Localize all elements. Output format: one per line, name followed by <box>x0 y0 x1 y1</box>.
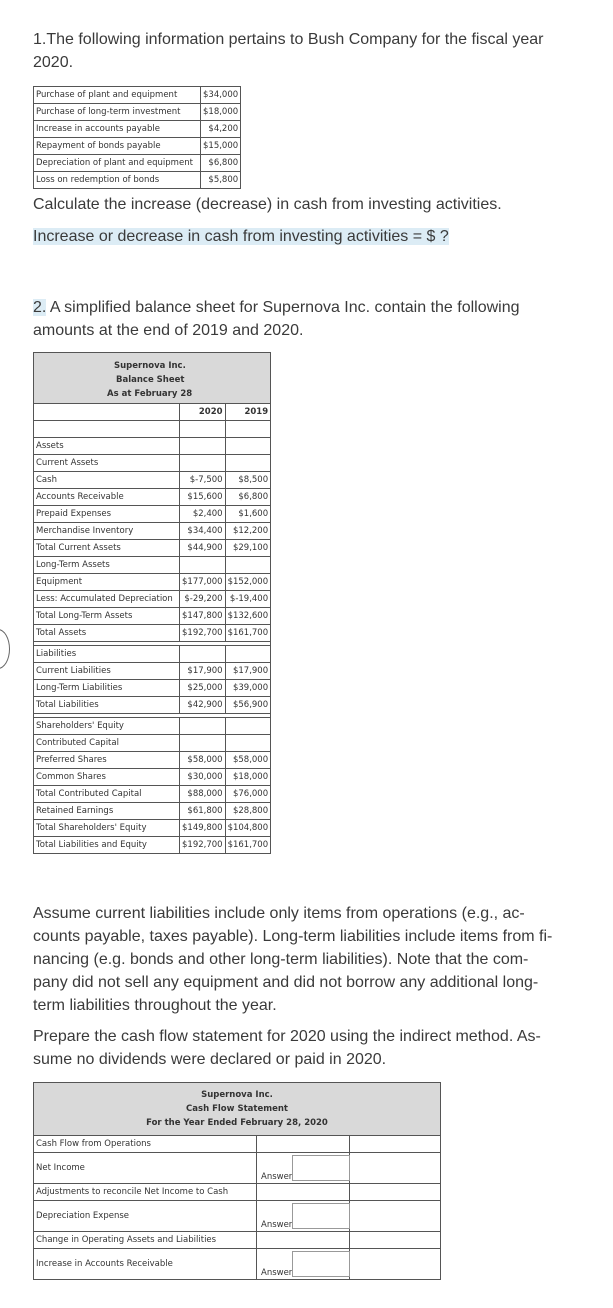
q1-row-value: $18,000 <box>201 104 241 121</box>
bs-row-2020: $25,000 <box>180 680 226 697</box>
cf-row <box>34 1201 441 1232</box>
q1-row-label: Loss on redemption of bonds <box>34 172 201 189</box>
bs-row <box>34 557 271 574</box>
q1-instruction: Calculate the increase (decrease) in cash from investing activities. <box>33 196 502 213</box>
bs-row-2020 <box>180 438 226 455</box>
bs-row-2020: $-7,500 <box>180 472 226 489</box>
bs-row-label: Total Contributed Capital <box>34 786 180 803</box>
bs-row <box>34 735 271 752</box>
cf-row-label: Cash Flow from Operations <box>34 1136 257 1153</box>
bs-row-2019 <box>225 438 271 455</box>
cf-answer-cell <box>257 1249 350 1280</box>
bs-row <box>34 680 271 697</box>
q1-row-label: Depreciation of plant and equipment <box>34 155 201 172</box>
bs-row-2020: $2,400 <box>180 506 226 523</box>
cf-total-cell <box>350 1201 441 1232</box>
q2-intro-line1 <box>33 296 520 319</box>
cf-answer-input[interactable] <box>292 1251 350 1277</box>
q1-row-label: Purchase of long-term investment <box>34 104 201 121</box>
bs-row-2020: $192,700 <box>180 625 226 642</box>
bs-row-label: Less: Accumulated Depreciation <box>34 591 180 608</box>
bs-row-2020: $58,000 <box>180 752 226 769</box>
bs-row <box>34 574 271 591</box>
bs-row-2019: $1,600 <box>225 506 271 523</box>
bs-row-2019: $12,200 <box>225 523 271 540</box>
bs-row <box>34 646 271 663</box>
bs-row-label: Preferred Shares <box>34 752 180 769</box>
q1-intro-line1: 1.The following information pertains to Bush Company for the fiscal year <box>33 31 544 48</box>
cf-row-label: Depreciation Expense <box>34 1201 257 1232</box>
bs-row-2019: $161,700 <box>225 837 271 854</box>
bs-row-2020 <box>180 735 226 752</box>
q2-assume-line4: pany did not sell any equipment and did not borrow any additional long- <box>33 974 539 991</box>
bs-row-2020: $30,000 <box>180 769 226 786</box>
q1-row-value: $5,800 <box>201 172 241 189</box>
cf-row <box>34 1153 441 1184</box>
bs-row <box>34 438 271 455</box>
q2-assume-line3: nancing (e.g. bonds and other long-term liabilities). Note that the com- <box>33 951 529 968</box>
bs-row-label: Total Current Assets <box>34 540 180 557</box>
bs-row-2020: $34,400 <box>180 523 226 540</box>
bs-row-2019: $28,800 <box>225 803 271 820</box>
q2-prepare-line2: sume no dividends were declared or paid in 2020. <box>33 1051 387 1068</box>
cf-title-company: Supernova Inc. <box>201 1090 273 1100</box>
bs-row-2019: $18,000 <box>225 769 271 786</box>
q1-table-row <box>34 121 241 138</box>
q1-row-label: Increase in accounts payable <box>34 121 201 138</box>
cf-answer-label: Answer <box>261 1220 293 1230</box>
bs-spacer <box>180 421 226 438</box>
q1-row-label: Repayment of bonds payable <box>34 138 201 155</box>
bs-year-blank <box>34 404 180 421</box>
cf-row-label: Change in Operating Assets and Liabilities <box>34 1232 257 1249</box>
bs-row-2019: $8,500 <box>225 472 271 489</box>
cf-title-name: Cash Flow Statement <box>186 1104 288 1114</box>
bs-row-label: Shareholders' Equity <box>34 718 180 735</box>
cf-answer-cell <box>257 1232 350 1249</box>
bs-row <box>34 591 271 608</box>
bs-row-2020: $42,900 <box>180 697 226 714</box>
bs-spacer <box>225 421 271 438</box>
q2-assume-line2: counts payable, taxes payable). Long-term liabilities include items from fi- <box>33 928 553 945</box>
bs-row-2019: $132,600 <box>225 608 271 625</box>
cf-row-label: Net Income <box>34 1153 257 1184</box>
cf-answer-input[interactable] <box>292 1155 350 1181</box>
bs-title-name: Balance Sheet <box>116 375 185 385</box>
bs-row <box>34 523 271 540</box>
bs-row-label: Equipment <box>34 574 180 591</box>
bs-row-2019 <box>225 718 271 735</box>
q1-intro-line2: 2020. <box>33 54 74 71</box>
bs-row <box>34 697 271 714</box>
bs-row <box>34 663 271 680</box>
cf-title-period: For the Year Ended February 28, 2020 <box>146 1118 328 1128</box>
bs-row-2019: $104,800 <box>225 820 271 837</box>
cf-row <box>34 1249 441 1280</box>
bs-row-2019 <box>225 557 271 574</box>
bs-row-2020: $88,000 <box>180 786 226 803</box>
cf-total-cell <box>350 1153 441 1184</box>
bs-row-label: Total Assets <box>34 625 180 642</box>
bs-row-2020 <box>180 455 226 472</box>
q1-table-row <box>34 172 241 189</box>
bs-row-2019: $56,900 <box>225 697 271 714</box>
bs-year-2020: 2020 <box>180 404 226 421</box>
q1-row-value: $34,000 <box>201 87 241 104</box>
bs-row-2020 <box>180 718 226 735</box>
balance-sheet-table <box>33 352 271 854</box>
q2-number: 2. <box>33 299 47 316</box>
bs-row-label: Prepaid Expenses <box>34 506 180 523</box>
cf-total-cell <box>350 1136 441 1153</box>
q1-answer-prompt <box>33 225 449 248</box>
cf-answer-cell <box>257 1136 350 1153</box>
bs-row <box>34 752 271 769</box>
q2-assume-line5: term liabilities throughout the year. <box>33 997 277 1014</box>
bs-row-2019: $76,000 <box>225 786 271 803</box>
bs-row-2019: $161,700 <box>225 625 271 642</box>
bs-row-2019 <box>225 455 271 472</box>
bs-row-label: Common Shares <box>34 769 180 786</box>
bs-row-label: Current Liabilities <box>34 663 180 680</box>
cf-row <box>34 1184 441 1201</box>
bs-year-2019: 2019 <box>225 404 271 421</box>
bs-row-2019: $17,900 <box>225 663 271 680</box>
bs-row-2020: $192,700 <box>180 837 226 854</box>
bs-row <box>34 625 271 642</box>
bs-row-2019: $29,100 <box>225 540 271 557</box>
bs-row-2020: $17,900 <box>180 663 226 680</box>
bs-row-2019: $58,000 <box>225 752 271 769</box>
bs-row-2020: $149,800 <box>180 820 226 837</box>
bs-row-label: Long-Term Assets <box>34 557 180 574</box>
bs-row-label: Merchandise Inventory <box>34 523 180 540</box>
bs-row-label: Cash <box>34 472 180 489</box>
bs-row-label: Long-Term Liabilities <box>34 680 180 697</box>
bs-row <box>34 786 271 803</box>
q1-table-row <box>34 138 241 155</box>
bs-row-label: Total Shareholders' Equity <box>34 820 180 837</box>
bs-row-label: Total Liabilities and Equity <box>34 837 180 854</box>
bs-row-2019 <box>225 646 271 663</box>
bs-row-2020: $-29,200 <box>180 591 226 608</box>
cf-row <box>34 1232 441 1249</box>
q2-intro-text: A simplified balance sheet for Supernova Inc. contain the following <box>46 299 520 316</box>
bs-spacer <box>34 421 180 438</box>
bs-row <box>34 803 271 820</box>
cf-row-label: Increase in Accounts Receivable <box>34 1249 257 1280</box>
bs-row-2020 <box>180 557 226 574</box>
bs-row <box>34 820 271 837</box>
bs-row-label: Liabilities <box>34 646 180 663</box>
bs-row <box>34 540 271 557</box>
q1-table-row <box>34 104 241 121</box>
bs-row <box>34 489 271 506</box>
page-edge-marker <box>0 629 10 669</box>
bs-row-2019 <box>225 735 271 752</box>
q1-row-value: $6,800 <box>201 155 241 172</box>
cf-row <box>34 1136 441 1153</box>
bs-row-2020: $61,800 <box>180 803 226 820</box>
bs-row-label: Accounts Receivable <box>34 489 180 506</box>
cf-answer-cell <box>257 1153 350 1184</box>
cf-answer-input[interactable] <box>292 1203 350 1229</box>
bs-row-label: Total Liabilities <box>34 697 180 714</box>
q2-prepare-line1: Prepare the cash flow statement for 2020 using the indirect method. As- <box>33 1028 541 1045</box>
balance-sheet-header <box>34 353 271 404</box>
q1-answer-prompt-text: Increase or decrease in cash from investing activities = $ ? <box>33 228 449 245</box>
bs-row <box>34 718 271 735</box>
q1-row-value: $15,000 <box>201 138 241 155</box>
cash-flow-header <box>34 1083 441 1136</box>
cf-total-cell <box>350 1184 441 1201</box>
q1-row-value: $4,200 <box>201 121 241 138</box>
q1-table-row <box>34 87 241 104</box>
bs-row-2020: $147,800 <box>180 608 226 625</box>
bs-row-label: Assets <box>34 438 180 455</box>
cf-total-cell <box>350 1249 441 1280</box>
cash-flow-table <box>33 1082 441 1280</box>
bs-row <box>34 472 271 489</box>
cf-answer-cell <box>257 1184 350 1201</box>
bs-row-2020: $15,600 <box>180 489 226 506</box>
bs-row-2019: $6,800 <box>225 489 271 506</box>
bs-row-2020: $44,900 <box>180 540 226 557</box>
cf-total-cell <box>350 1232 441 1249</box>
bs-row-2020 <box>180 646 226 663</box>
q1-table-row <box>34 155 241 172</box>
bs-row-2020: $177,000 <box>180 574 226 591</box>
bs-row-2019: $39,000 <box>225 680 271 697</box>
bs-row <box>34 608 271 625</box>
bs-row-label: Current Assets <box>34 455 180 472</box>
bs-row <box>34 455 271 472</box>
bs-row <box>34 837 271 854</box>
bs-row-2019: $-19,400 <box>225 591 271 608</box>
bs-row-label: Contributed Capital <box>34 735 180 752</box>
bs-row <box>34 769 271 786</box>
q1-data-table <box>33 86 241 189</box>
bs-row-label: Total Long-Term Assets <box>34 608 180 625</box>
cf-answer-label: Answer <box>261 1268 293 1278</box>
cf-row-label: Adjustments to reconcile Net Income to Cash <box>34 1184 257 1201</box>
bs-title-date: As at February 28 <box>107 389 193 399</box>
q2-intro-line2: amounts at the end of 2019 and 2020. <box>33 322 304 339</box>
bs-row-2019: $152,000 <box>225 574 271 591</box>
q2-assume-line1: Assume current liabilities include only items from operations (e.g., ac- <box>33 905 525 922</box>
cf-answer-cell <box>257 1201 350 1232</box>
cf-answer-label: Answer <box>261 1172 293 1182</box>
q1-row-label: Purchase of plant and equipment <box>34 87 201 104</box>
bs-row-label: Retained Earnings <box>34 803 180 820</box>
bs-row <box>34 506 271 523</box>
bs-title-company: Supernova Inc. <box>114 361 186 371</box>
